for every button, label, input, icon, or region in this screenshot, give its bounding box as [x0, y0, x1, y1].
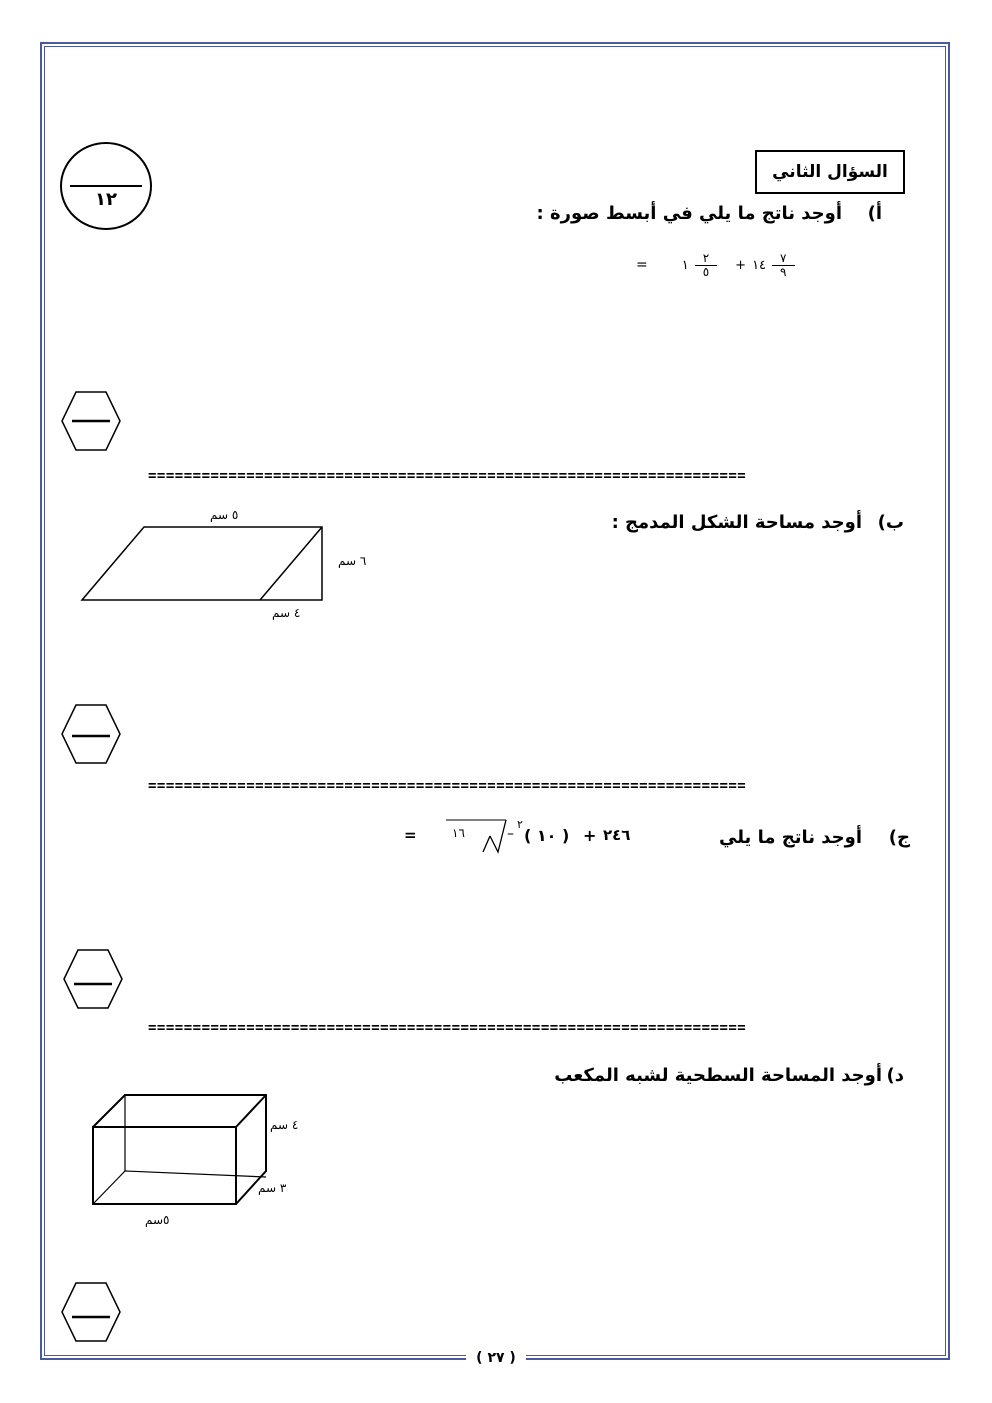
fraction-2-den: ٥ [702, 264, 710, 279]
mark-hexagon-b [60, 703, 122, 765]
equals-sign: = [636, 257, 648, 273]
whole-2: ١ [681, 257, 689, 273]
dim-side: ٦ سم [338, 554, 367, 568]
c-number: ٢٤٦ [603, 826, 631, 844]
part-c-expression [400, 818, 670, 854]
part-a-expression [636, 245, 846, 285]
score-circle-shape [60, 142, 152, 230]
dim-bottom: ٤ سم [272, 606, 301, 620]
c-equals-sign: = [404, 826, 417, 844]
mark-hexagon-d [60, 1281, 122, 1343]
fraction-2 [695, 252, 717, 279]
fraction-1-den: ٩ [780, 264, 787, 279]
score-circle [60, 142, 152, 230]
mark-hexagon-c [62, 948, 124, 1010]
dim-length: ٥سم [145, 1213, 170, 1227]
part-d-text: أوجد المساحة السطحية لشبه المكعب [554, 1065, 882, 1086]
page-number: ( ٢٧ ) [466, 1350, 526, 1366]
radical-sign [446, 818, 506, 854]
c-power: ٢ [517, 818, 523, 831]
whole-1: ١٤ [752, 257, 767, 273]
fraction-2-num: ٢ [695, 252, 717, 266]
separator-2: =================================================================== [148, 778, 747, 794]
part-c-text: أوجد ناتج ما يلي [719, 827, 862, 848]
fraction-1-num: ٧ [772, 252, 794, 266]
c-minus-sign: – [507, 826, 514, 842]
question-title: السؤال الثاني [755, 150, 905, 194]
separator-3: =================================================================== [148, 1020, 747, 1036]
plus-sign: + [735, 257, 747, 273]
mark-hexagon-a [60, 390, 122, 452]
dim-depth: ٣ سم [258, 1181, 287, 1195]
c-paren: ( ١٠ ) [524, 826, 570, 845]
part-a-label: أ) [867, 203, 882, 224]
part-b-label: ب) [877, 512, 904, 533]
fraction-1 [772, 252, 794, 279]
cuboid-figure [80, 1085, 280, 1215]
dim-height: ٤ سم [270, 1118, 299, 1132]
c-plus-sign: + [583, 826, 597, 845]
part-a-text: أوجد ناتج ما يلي في أبسط صورة : [536, 203, 842, 224]
part-b-text: أوجد مساحة الشكل المدمج : [611, 512, 862, 533]
dim-top: ٥ سم [210, 508, 239, 522]
part-c-label: ج) [888, 827, 910, 848]
part-d-label: د) [886, 1065, 904, 1086]
separator-1: =================================================================== [148, 468, 747, 484]
score-total: ١٢ [95, 189, 117, 210]
c-root-value: ١٦ [452, 826, 465, 840]
